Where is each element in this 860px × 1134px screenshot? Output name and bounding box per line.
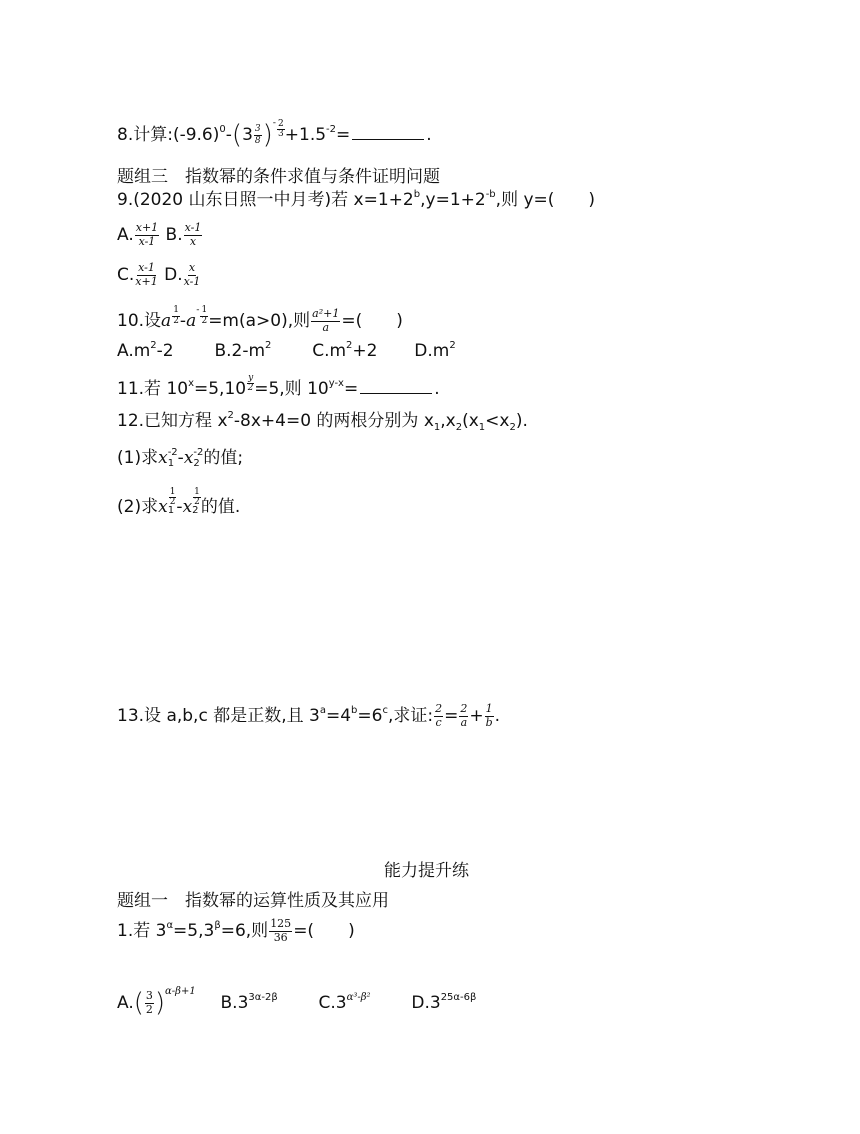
q10-B-text: B.2-m [214,341,266,361]
q13-b: =4 [325,706,352,727]
q12-b: -8x+4=0 的两根分别为 x [233,411,434,431]
q10-e2-num: 1 [201,305,208,316]
q8-whole: 3 [242,125,253,145]
q10-exp1 [172,306,180,326]
q12-a: 12.已知方程 x [117,411,228,431]
q8-minus: - [225,125,232,145]
q11-e2-den: 2 [247,383,254,394]
q9-C-label: C. [117,265,135,286]
q12-1-a: (1)求 [117,448,159,468]
q8-exp0: 0 [219,124,226,135]
q11-e2-num: y [248,373,254,383]
q12-s3: 1 [478,422,486,433]
q10-c: =( ) [341,311,403,332]
q11-b: =5,10 [194,379,247,399]
question-10 [117,305,403,340]
group3-title: 题组三 指数幂的条件求值与条件证明问题 [117,167,440,187]
q13-f1-num: 2 [435,702,443,715]
q13-d: ,求证: [387,706,434,727]
q10-minus: - [179,311,187,332]
q9-A-num: x+1 [135,221,159,234]
q8-prefix: 8.计算:(-9.6) [117,125,220,145]
question-8 [117,118,432,154]
q9-options-ab [117,222,203,248]
q8-tail-a: +1.5 [284,125,327,145]
q13-a: 13.设 a,b,c 都是正数,且 3 [117,706,320,727]
p1-A-lparen: ( [133,988,144,1019]
q9-C-fraction [135,262,157,288]
q13-e3: c [382,705,388,717]
q10-a: 10.设 [117,311,162,332]
q10-opt-D [414,341,455,361]
p1-A-exp: α-β+1 [165,986,196,998]
p1-B-exp: 3α-2β [248,992,278,1004]
q11-answer-blank[interactable] [360,378,432,394]
q8-tail-exp: -2 [326,124,337,135]
p1-C-text: C.3 [318,993,347,1014]
q9-B-num: x-1 [184,221,202,234]
q10-var1: a [161,311,172,332]
q10-D-exp: 2 [449,340,456,351]
q13-f3-num: 1 [485,702,493,715]
q12-2-s1: 1 [167,504,175,516]
q12-2-e1-den: 2 [169,497,176,508]
q10-C-tail: +2 [352,341,378,361]
q9-B-den: x [189,234,197,248]
q13-f2-den: a [460,715,468,729]
problem-1-options [117,986,477,1019]
q13-eq: = [444,706,459,727]
q8-mixed-fraction [254,124,262,146]
q10-options [117,340,456,361]
q9-A-den: x-1 [138,234,156,248]
q10-B-exp: 2 [265,340,272,351]
q12-2-v1: x [158,496,168,517]
q13-frac3 [485,703,494,729]
q8-power [277,120,285,140]
q9-A-label: A. [117,225,134,246]
q12-2-e2-num: 1 [194,487,200,497]
p1-c: =6,则 [220,921,269,942]
q13-c: =6 [357,706,383,727]
q8-pow-sign: - [272,118,277,128]
p1-fraction [269,918,292,944]
q8-den: 8 [254,135,261,146]
q12-d: (x [462,411,479,431]
q12-1-s1: 1 [167,458,175,469]
q12-s2: 2 [455,422,463,433]
q10-A-text: A.m [117,341,151,361]
q9-B-label: B. [160,225,183,246]
p1-d: =( ) [293,921,355,942]
q12-2-s2: 2 [192,504,199,516]
q12-2-minus: - [176,496,183,517]
q12-1-v1: x [158,448,168,468]
p1-D-text: D.3 [411,993,441,1014]
q9-C-num: x-1 [138,261,155,274]
p1-C-exp: α³-β² [346,992,371,1004]
q10-opt-A [117,341,174,361]
p1-b: =5,3 [173,921,215,942]
q12-e1: 2 [227,410,234,421]
p1-e1: α [166,920,174,932]
q13-frac2 [459,703,468,729]
q11-a: 11.若 10 [117,379,189,399]
q12-2-a: (2)求 [117,496,159,517]
q10-e1-num: 1 [173,305,179,316]
q8-pow-den: 3 [278,129,284,140]
q12-1-e2: -2 [193,447,204,458]
p1-e2: β [214,920,221,932]
q9-C-den: x+1 [135,274,158,288]
q8-num: 3 [254,124,261,135]
q10-opt-B [214,341,271,361]
q10-opt-C [312,341,377,361]
q9-a: 9.(2020 山东日照一中月考)若 x=1+2 [117,190,414,210]
p1-A-rparen: ) [154,988,166,1019]
q12-1-minus: - [177,448,184,468]
q13-end: . [494,706,501,727]
q11-c: =5,则 10 [254,379,329,399]
p1-D-exp: 25α-6β [440,992,477,1004]
q13-f1-den: c [435,715,442,729]
q10-e2-den: 2 [201,315,208,326]
q13-f2-num: 2 [460,702,468,715]
q11-end: . [434,379,440,399]
p1-A-num: 3 [145,989,153,1002]
q13-frac1 [434,703,443,729]
group1-title: 题组一 指数幂的运算性质及其应用 [117,891,389,911]
q11-d: = [343,379,359,399]
q10-C-exp: 2 [346,340,353,351]
q9-D-label: D. [158,265,183,286]
q11-e2 [247,374,254,394]
q12-f: ). [515,411,528,431]
q8-rparen: ) [262,120,273,150]
q11-e3: y-x [328,378,344,389]
q10-A-exp: 2 [150,340,157,351]
question-12-part-2 [117,487,241,522]
q10-C-text: C.m [312,341,347,361]
q9-A-fraction [135,222,159,248]
q12-2-e1-num: 1 [169,487,176,497]
q12-1-v2: x [183,448,194,468]
problem-1 [117,918,355,944]
p1-B-text: B.3 [220,993,249,1014]
section-title-ability: 能力提升练 [384,861,469,881]
q13-e2: b [351,705,358,717]
q8-answer-blank[interactable] [352,124,424,140]
q9-options-cd [117,262,201,288]
q9-exp2: -b [485,189,496,200]
p1-opt-C [319,993,371,1013]
q13-f3-den: b [485,715,493,729]
q10-D-text: D.m [414,341,450,361]
q9-D-fraction [184,262,201,288]
question-12 [117,410,528,433]
q12-s1: 1 [433,422,441,433]
q12-s4: 2 [509,422,516,433]
q10-e1-den: 2 [173,315,179,326]
q13-plus: + [469,706,484,727]
q10-A-tail: -2 [156,341,174,361]
q12-2-v2: x [182,496,193,517]
q9-B-fraction [184,222,203,248]
question-13 [117,703,500,729]
p1-A-den: 2 [145,1002,153,1016]
question-11 [117,373,440,408]
q8-end: . [426,125,432,145]
question-9 [117,189,596,210]
q10-var2: a [186,311,197,332]
p1-opt-D [411,993,476,1013]
q10-f-num: a²+1 [312,307,340,320]
q10-b: =m(a>0),则 [208,311,311,332]
q10-e2-sign: - [196,305,200,316]
q12-1-e1: -2 [167,447,178,458]
q10-fraction [311,308,340,334]
q9-D-num: x [188,261,196,274]
q12-2-e2-den: 2 [194,497,200,508]
p1-f-num: 125 [270,917,292,930]
q8-pow-num: 2 [278,119,284,129]
q12-2-b: 的值. [200,496,241,517]
q9-D-den: x-1 [183,274,201,288]
q9-exp1: b [413,189,421,200]
p1-f-den: 36 [273,930,288,944]
p1-A-label: A. [117,993,134,1014]
q11-e1: x [188,378,194,389]
q10-exp2 [200,306,208,326]
q9-b: ,y=1+2 [420,190,486,210]
q12-1-s2: 2 [193,458,200,469]
q12-1-b: 的值; [203,448,244,468]
p1-A-fraction [145,990,154,1016]
q10-f-den: a [322,320,330,334]
q8-tail-b: = [336,125,351,145]
question-12-part-1 [117,447,243,469]
q9-c: ,则 y=( ) [495,190,596,210]
q12-c: ,x [440,411,456,431]
q12-e: <x [485,411,510,431]
p1-opt-B [221,993,278,1013]
q8-lparen: ( [231,120,243,150]
q13-e1: a [319,705,326,717]
p1-a: 1.若 3 [117,921,167,942]
